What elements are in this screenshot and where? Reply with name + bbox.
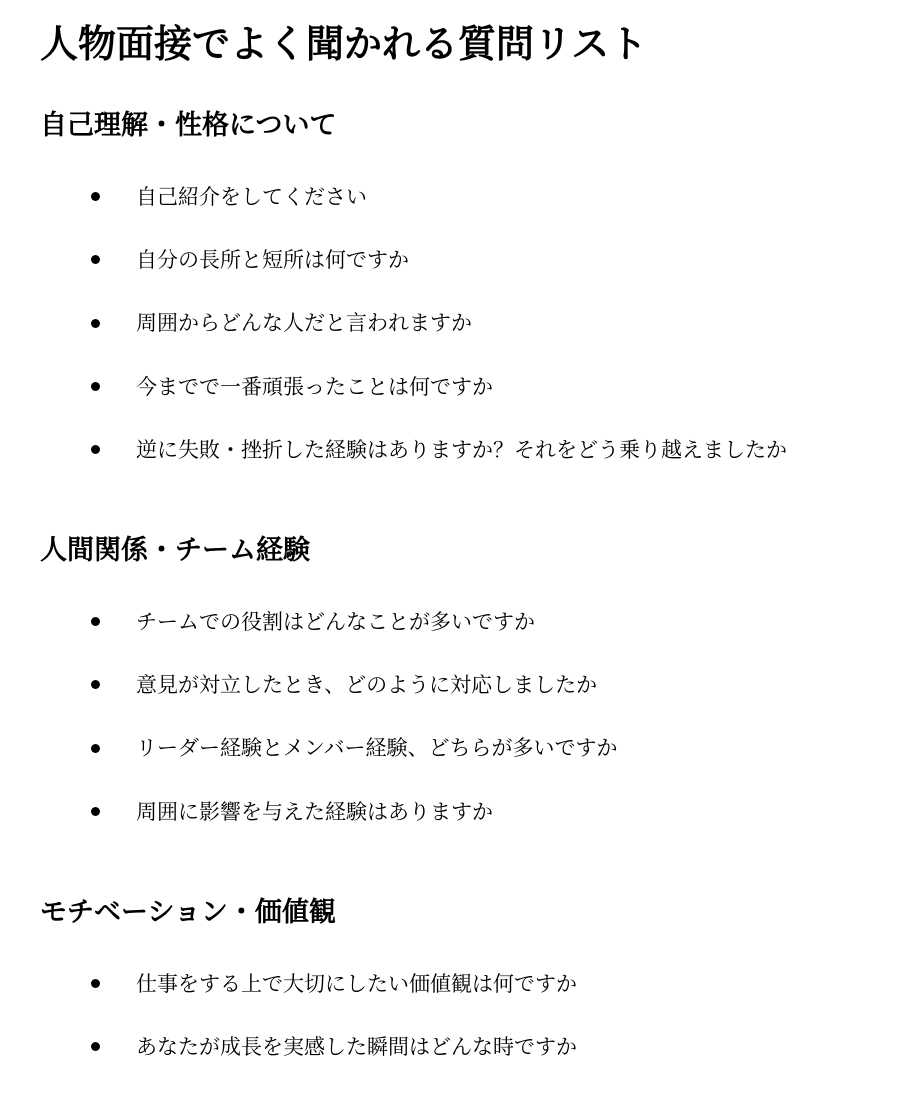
question-text: チームでの役割はどんなことが多いですか: [136, 609, 535, 634]
list-item: [40, 780, 900, 843]
bullet-icon: [91, 255, 100, 264]
bullet-icon: [91, 192, 100, 201]
bullet-icon: [91, 382, 100, 391]
question-text: 自分の長所と短所は何ですか: [136, 247, 409, 272]
section-motivation-values: [40, 894, 900, 1079]
bullet-icon: [91, 744, 100, 753]
section-team-experience: [40, 532, 900, 843]
bullet-icon: [91, 319, 100, 328]
list-item: [40, 653, 900, 716]
question-text: 自己紹介をしてください: [136, 184, 367, 209]
question-text: リーダー経験とメンバー経験、どちらが多いですか: [136, 736, 618, 761]
section-heading: 自己理解・性格について: [40, 110, 337, 141]
bullet-icon: [91, 807, 100, 816]
bullet-icon: [91, 680, 100, 689]
list-item: [40, 355, 900, 418]
question-text: 周囲からどんな人だと言われますか: [136, 311, 472, 336]
section-heading: 人間関係・チーム経験: [40, 535, 310, 566]
bullet-icon: [91, 979, 100, 988]
list-item: [40, 1015, 900, 1078]
bullet-icon: [91, 617, 100, 626]
question-list: [40, 165, 900, 481]
list-item: [40, 292, 900, 355]
list-item: [40, 165, 900, 228]
question-text: 周囲に影響を与えた経験はありますか: [136, 799, 493, 824]
bullet-icon: [91, 1042, 100, 1051]
question-text: 仕事をする上で大切にしたい価値観は何ですか: [136, 971, 577, 996]
question-list: [40, 590, 900, 843]
page-title: 人物面接でよく聞かれる質問リスト: [40, 22, 648, 66]
bullet-icon: [91, 445, 100, 454]
question-text: あなたが成長を実感した瞬間はどんな時ですか: [136, 1034, 577, 1059]
question-text: 意見が対立したとき、どのように対応しましたか: [136, 672, 598, 697]
list-item: [40, 590, 900, 653]
list-item: [40, 418, 900, 481]
question-text: 逆に失敗・挫折した経験はありますか？それをどう乗り越えましたか: [136, 437, 787, 462]
question-text: 今までで一番頑張ったことは何ですか: [136, 374, 493, 399]
section-self-understanding: [40, 107, 900, 481]
section-heading: モチベーション・価値観: [40, 897, 336, 928]
list-item: [40, 228, 900, 291]
question-list: [40, 952, 900, 1079]
list-item: [40, 717, 900, 780]
list-item: [40, 952, 900, 1015]
